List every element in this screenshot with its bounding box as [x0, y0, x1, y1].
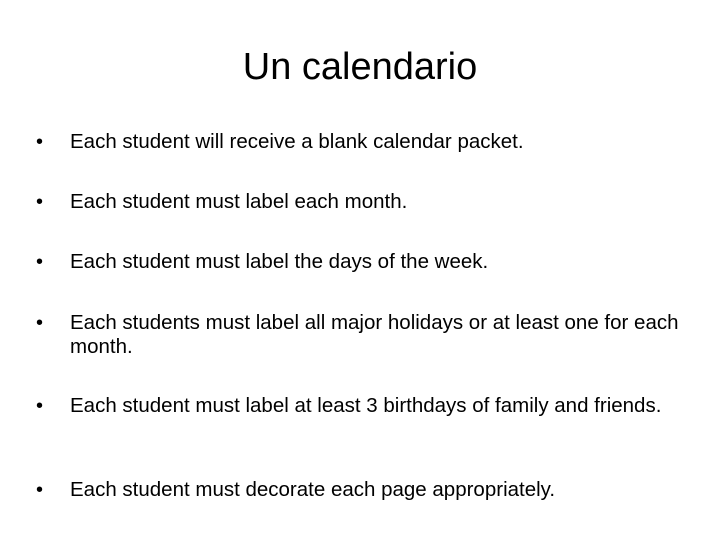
bullet-icon: • [36, 131, 44, 153]
bullet-text: Each student must decorate each page appropriately. [70, 478, 556, 501]
bullet-text: Each student must label at least 3 birthdays of family and friends. [70, 394, 662, 417]
bullet-text: Each student will receive a blank calendar packet. [70, 130, 524, 153]
bullet-icon: • [36, 479, 44, 501]
bullet-icon: • [36, 395, 44, 417]
bullet-item [36, 394, 686, 418]
bullet-icon: • [36, 191, 44, 213]
bullet-item [36, 190, 686, 214]
bullet-item [36, 311, 686, 359]
bullet-text: Each student must label each month. [70, 190, 408, 213]
bullet-item [36, 130, 686, 154]
bullet-text: Each students must label all major holidays or at least one for each month. [70, 311, 679, 358]
bullet-icon: • [36, 251, 44, 273]
bullet-icon: • [36, 312, 44, 334]
slide-title: Un calendario [242, 46, 478, 88]
bullet-text: Each student must label the days of the week. [70, 250, 489, 273]
bullet-item [36, 478, 686, 502]
bullet-item [36, 250, 686, 274]
